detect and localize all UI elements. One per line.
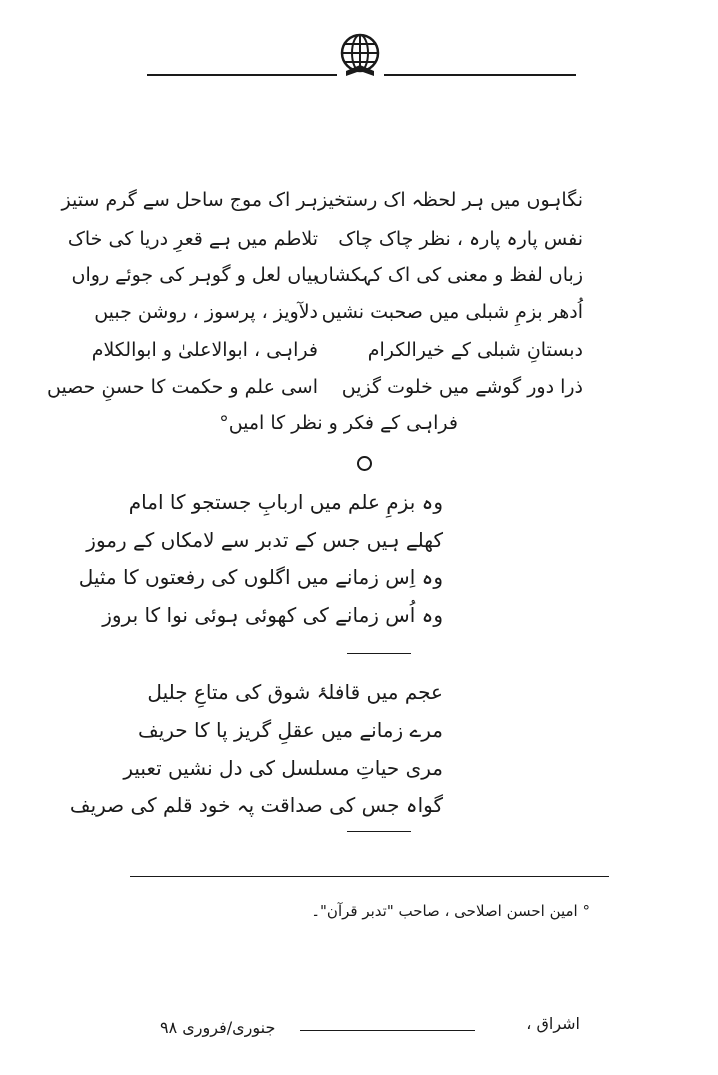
footnote-rule [130, 876, 609, 877]
couplet-4-right: اُدھر بزمِ شبلی میں صحبت نشیں [321, 301, 583, 323]
couplet-6-left: اسی علم و حکمت کا حسنِ حصیں [46, 376, 318, 398]
couplet-6-right: ذرا دور گوشے میں خلوت گزیں [341, 376, 583, 398]
stanza-1-line-1: وہ بزمِ علم میں اربابِ جستجو کا امام [128, 490, 443, 514]
couplet-3-right: زباں لفظ و معنی کی اک کہکشاں [314, 264, 583, 286]
couplet-5-right: دبستانِ شبلی کے خیرالکرام [367, 339, 583, 361]
stanza-2-line-1: عجم میں قافلۂ شوق کی متاعِ جلیل [147, 680, 443, 704]
couplet-3-left: بیاں لعل و گوہر کی جوئے رواں [71, 264, 318, 286]
globe-book-logo-icon [336, 31, 384, 79]
stanza-2-line-2: مرے زمانے میں عقلِ گریز پا کا حریف [138, 718, 443, 742]
couplet-1-left: ہر اک موج ساحل سے گرم ستیز [61, 189, 318, 211]
footer-issue-date: جنوری/فروری ۹۸ [160, 1018, 276, 1037]
couplet-2-right: نفس پارہ پارہ ، نظر چاک چاک [338, 228, 583, 250]
couplet-2-left: تلاطم میں ہے قعرِ دریا کی خاک [67, 228, 318, 250]
stanza-1-line-3: وہ اِس زمانے میں اگلوں کی رفعتوں کا مثیل [78, 565, 443, 589]
stanza-2-line-4: گواہ جس کی صداقت پہ خود قلم کی صریف [69, 793, 443, 817]
stanza-1-line-2: کھلے ہیں جس کے تدبر سے لامکاں کے رموز [86, 528, 443, 552]
footer-rule [300, 1030, 475, 1031]
couplet-1-right: نگاہوں میں ہر لحظہ اک رستخیز [317, 189, 583, 211]
header-rule-right [384, 74, 576, 76]
stanza-separator-rule [347, 653, 411, 654]
poem-end-rule [347, 831, 411, 832]
centered-verse: فراہی کے فکر و نظر کا امیں° [219, 412, 458, 434]
footnote: ° امین احسن اصلاحی ، صاحب "تدبر قرآن"۔ [311, 902, 590, 920]
footer-journal-name: اشراق ، [526, 1014, 580, 1033]
couplet-5-left: فراہی ، ابوالاعلیٰ و ابوالکلام [91, 339, 318, 361]
header-rule-left [147, 74, 337, 76]
couplet-4-left: دلآویز ، پرسوز ، روشن جبیں [94, 301, 318, 323]
stanza-1-line-4: وہ اُس زمانے کی کھوئی ہوئی نوا کا بروز [102, 603, 443, 627]
circle-ornament-icon [357, 456, 372, 471]
stanza-2-line-3: مری حیاتِ مسلسل کی دل نشیں تعبیر [123, 756, 443, 780]
